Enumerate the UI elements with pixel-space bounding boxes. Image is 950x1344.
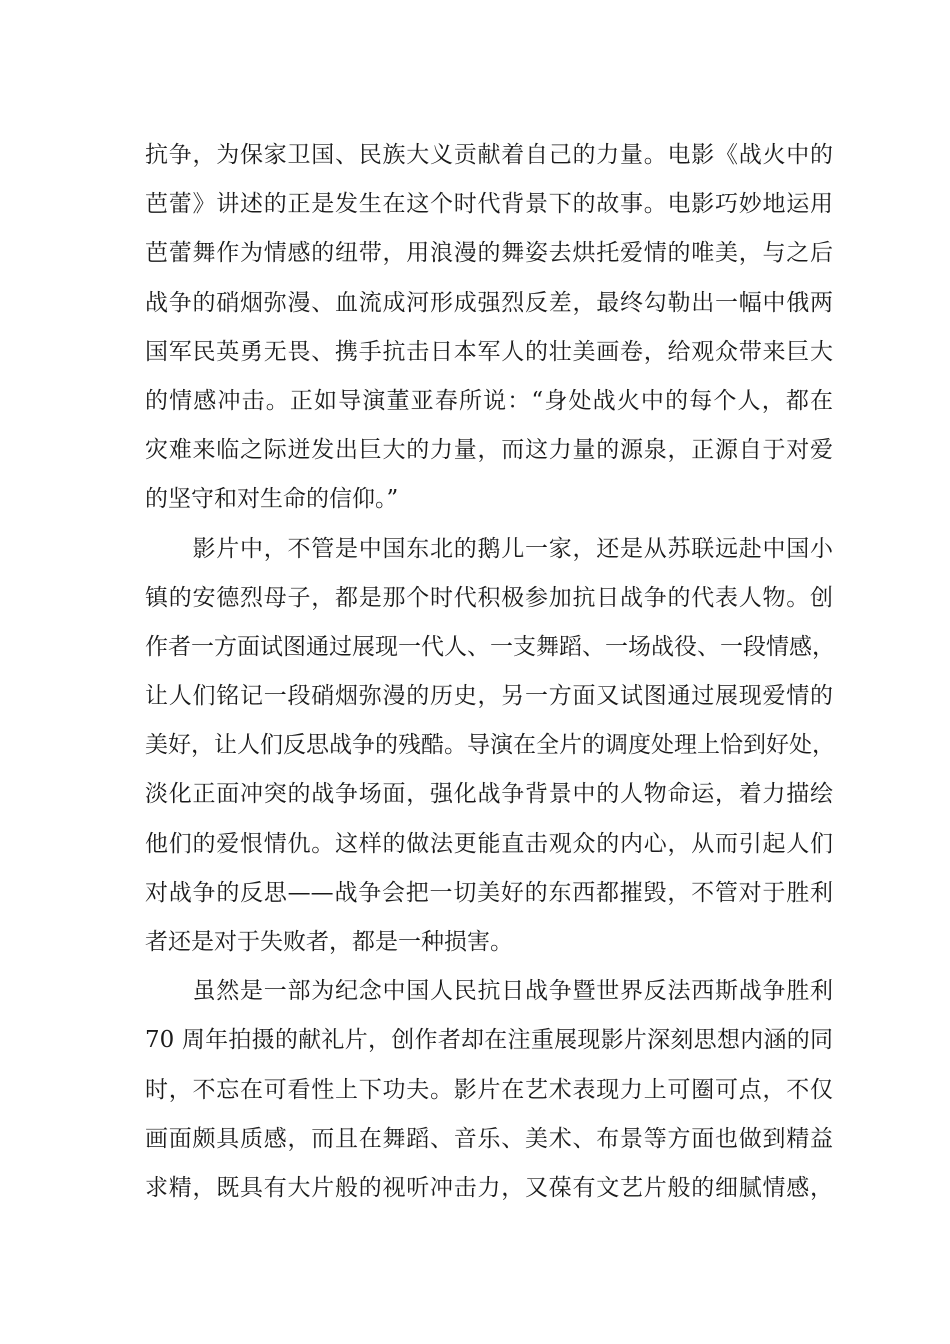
- text-line: 芭蕾舞作为情感的纽带，用浪漫的舞姿去烘托爱情的唯美，与之后: [145, 240, 833, 267]
- text-line: 战争的硝烟弥漫、血流成河形成强烈反差，最终勾勒出一幅中俄两: [145, 289, 833, 316]
- text-line: 的情感冲击。正如导演董亚春所说：“身处战火中的每个人，都在: [145, 387, 833, 414]
- text-line: 灾难来临之际迸发出巨大的力量，而这力量的源泉，正源自于对爱: [145, 437, 833, 464]
- text-line: 者还是对于失败者，都是一种损害。: [145, 929, 513, 955]
- text-line: 的坚守和对生命的信仰。”: [145, 486, 399, 513]
- text-line: 虽然是一部为纪念中国人民抗日战争暨世界反法西斯战争胜利: [145, 978, 833, 1005]
- text-line: 抗争，为保家卫国、民族大义贡献着自己的力量。电影《战火中的: [145, 142, 833, 168]
- paragraph-3: [145, 967, 833, 1213]
- text-line: 对战争的反思——战争会把一切美好的东西都摧毁，不管对于胜利: [145, 879, 833, 906]
- paragraph-1: [145, 131, 833, 525]
- text-line: 时，不忘在可看性上下功夫。影片在艺术表现力上可圈可点，不仅: [145, 1076, 833, 1103]
- text-line: 美好，让人们反思战争的残酷。导演在全片的调度处理上恰到好处，: [145, 732, 835, 759]
- text-line: 求精，既具有大片般的视听冲击力，又葆有文艺片般的细腻情感，: [145, 1174, 833, 1201]
- text-line: 芭蕾》讲述的正是发生在这个时代背景下的故事。电影巧妙地运用: [145, 191, 833, 218]
- text-line: 70 周年拍摄的献礼片，创作者却在注重展现影片深刻思想内涵的同: [145, 1027, 833, 1054]
- text-line: 他们的爱恨情仇。这样的做法更能直击观众的内心，从而引起人们: [145, 830, 833, 857]
- text-line: 让人们铭记一段硝烟弥漫的历史，另一方面又试图通过展现爱情的: [145, 683, 833, 710]
- text-line: 镇的安德烈母子，都是那个时代积极参加抗日战争的代表人物。创: [145, 584, 833, 611]
- text-line: 作者一方面试图通过展现一代人、一支舞蹈、一场战役、一段情感，: [145, 633, 835, 660]
- text-line: 淡化正面冲突的战争场面，强化战争背景中的人物命运，着力描绘: [145, 781, 833, 808]
- text-line: 国军民英勇无畏、携手抗击日本军人的壮美画卷，给观众带来巨大: [145, 338, 833, 365]
- article-body: [145, 131, 833, 1213]
- paragraph-2: [145, 525, 833, 968]
- text-line: 影片中，不管是中国东北的鹅儿一家，还是从苏联远赴中国小: [145, 535, 833, 562]
- text-line: 画面颇具质感，而且在舞蹈、音乐、美术、布景等方面也做到精益: [145, 1125, 833, 1152]
